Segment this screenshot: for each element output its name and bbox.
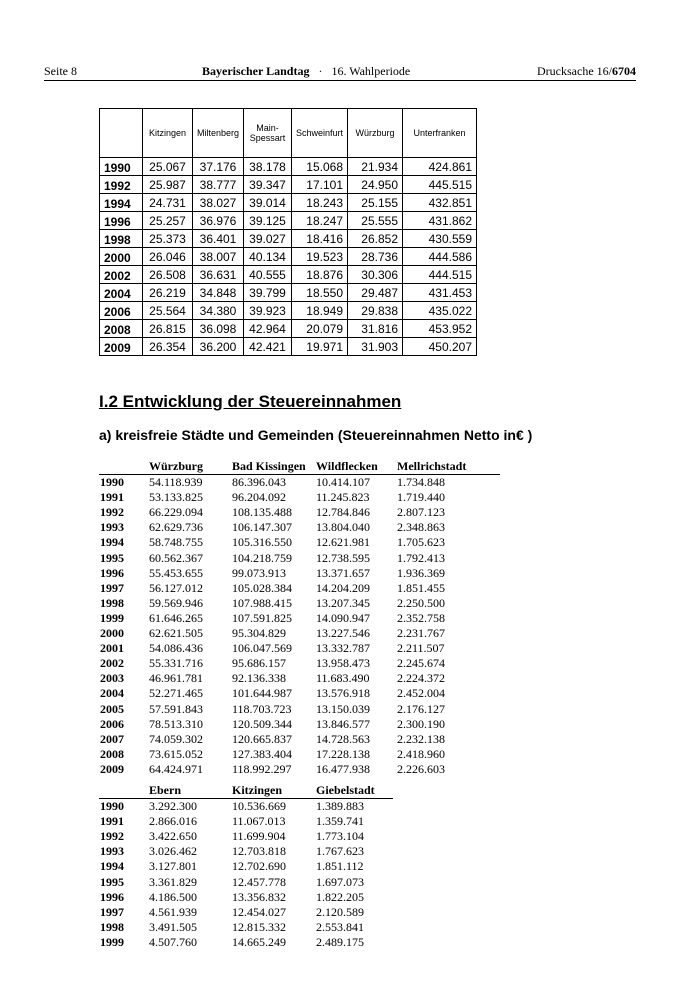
value-cell: 2.120.589 (316, 904, 364, 919)
value-cell: 107.988.415 (232, 595, 292, 610)
value-cell: 26.508 (143, 266, 193, 284)
header-title (202, 64, 410, 79)
page-number: Seite 8 (44, 64, 77, 78)
value-cell: 12.457.778 (232, 874, 286, 889)
year-cell: 2009 (100, 338, 143, 356)
value-cell: 25.257 (143, 212, 193, 230)
value-cell: 73.615.052 (149, 746, 203, 761)
year-cell: 2009 (100, 761, 124, 776)
value-cell: 2.300.190 (397, 716, 445, 731)
value-cell: 2.250.500 (397, 595, 445, 610)
value-cell: 78.513.310 (149, 716, 203, 731)
value-cell: 431.862 (403, 212, 477, 230)
population-table (99, 108, 477, 356)
value-cell: 37.176 (193, 158, 244, 176)
value-cell: 107.591.825 (232, 610, 292, 625)
year-cell: 1998 (100, 919, 124, 934)
value-cell: 38.027 (193, 194, 244, 212)
value-cell: 108.135.488 (232, 505, 292, 520)
column-header: Schweinfurt (292, 109, 348, 158)
value-cell: 29.838 (348, 302, 403, 320)
table-row (99, 581, 500, 596)
year-cell: 2000 (100, 626, 124, 641)
year-cell: 1998 (100, 230, 143, 248)
table-row (99, 890, 393, 905)
value-cell: 106.047.569 (232, 641, 292, 656)
value-cell: 62.629.736 (149, 520, 203, 535)
value-cell: 55.453.655 (149, 565, 203, 580)
value-cell: 39.014 (244, 194, 292, 212)
column-header (100, 109, 143, 158)
value-cell: 12.815.332 (232, 919, 286, 934)
year-cell: 2007 (100, 731, 124, 746)
value-cell: 4.186.500 (149, 889, 197, 904)
table-row (99, 475, 500, 490)
table-row (100, 212, 477, 230)
value-cell: 1.773.104 (316, 829, 364, 844)
value-cell: 38.777 (193, 176, 244, 194)
value-cell: 2.418.960 (397, 746, 445, 761)
column-header: Unterfranken (403, 109, 477, 158)
year-cell: 1996 (100, 212, 143, 230)
year-cell: 2005 (100, 701, 124, 716)
value-cell: 1.389.883 (316, 799, 364, 814)
value-cell: 42.421 (244, 338, 292, 356)
value-cell: 61.646.265 (149, 610, 203, 625)
value-cell: 31.816 (348, 320, 403, 338)
value-cell: 2.352.758 (397, 610, 445, 625)
value-cell: 38.007 (193, 248, 244, 266)
value-cell: 12.621.981 (316, 535, 370, 550)
year-cell: 1995 (100, 874, 124, 889)
value-cell: 18.876 (292, 266, 348, 284)
value-cell: 24.731 (143, 194, 193, 212)
document-number (537, 64, 636, 79)
value-cell: 3.292.300 (149, 799, 197, 814)
table-row (100, 158, 477, 176)
value-cell: 64.424.971 (149, 761, 203, 776)
value-cell: 444.586 (403, 248, 477, 266)
table-row (99, 611, 500, 626)
value-cell: 19.971 (292, 338, 348, 356)
value-cell: 14.728.563 (316, 731, 370, 746)
value-cell: 54.086.436 (149, 641, 203, 656)
year-cell: 1993 (100, 844, 124, 859)
table-row (99, 566, 500, 581)
value-cell: 118.992.297 (232, 761, 292, 776)
value-cell: 3.361.829 (149, 874, 197, 889)
year-cell: 2008 (100, 746, 124, 761)
value-cell: 34.380 (193, 302, 244, 320)
value-cell: 2.807.123 (397, 505, 445, 520)
table-row (99, 490, 500, 505)
year-cell: 2004 (100, 686, 124, 701)
value-cell: 13.958.473 (316, 656, 370, 671)
year-cell: 1995 (100, 550, 124, 565)
value-cell: 18.247 (292, 212, 348, 230)
value-cell: 3.026.462 (149, 844, 197, 859)
year-cell: 2004 (100, 284, 143, 302)
value-cell: 13.804.040 (316, 520, 370, 535)
column-header: Würzburg (149, 459, 203, 473)
value-cell: 2.232.138 (397, 731, 445, 746)
value-cell: 12.738.595 (316, 550, 370, 565)
table-row (99, 505, 500, 520)
value-cell: 36.200 (193, 338, 244, 356)
year-cell: 2002 (100, 266, 143, 284)
value-cell: 25.067 (143, 158, 193, 176)
value-cell: 36.631 (193, 266, 244, 284)
value-cell: 15.068 (292, 158, 348, 176)
year-cell: 1999 (100, 610, 124, 625)
value-cell: 74.059.302 (149, 731, 203, 746)
value-cell: 57.591.843 (149, 701, 203, 716)
value-cell: 14.204.209 (316, 580, 370, 595)
value-cell: 445.515 (403, 176, 477, 194)
year-cell: 2008 (100, 320, 143, 338)
value-cell: 11.067.013 (232, 814, 286, 829)
value-cell: 106.147.307 (232, 520, 292, 535)
column-header: Giebelstadt (316, 783, 375, 797)
value-cell: 118.703.723 (232, 701, 292, 716)
value-cell: 60.562.367 (149, 550, 203, 565)
value-cell: 92.136.338 (232, 671, 286, 686)
table-row (100, 284, 477, 302)
value-cell: 2.489.175 (316, 934, 364, 949)
year-cell: 1992 (100, 505, 124, 520)
page-header (44, 64, 636, 81)
value-cell: 13.207.345 (316, 595, 370, 610)
value-cell: 42.964 (244, 320, 292, 338)
value-cell: 1.936.369 (397, 565, 445, 580)
column-header: Kitzingen (232, 783, 282, 797)
value-cell: 14.665.249 (232, 934, 286, 949)
year-cell: 1994 (100, 535, 124, 550)
column-header: Kitzingen (143, 109, 193, 158)
value-cell: 54.118.939 (149, 475, 203, 490)
value-cell: 432.851 (403, 194, 477, 212)
year-cell: 1994 (100, 859, 124, 874)
value-cell: 431.453 (403, 284, 477, 302)
value-cell: 39.799 (244, 284, 292, 302)
table-row (99, 935, 393, 950)
value-cell: 39.923 (244, 302, 292, 320)
value-cell: 450.207 (403, 338, 477, 356)
table-row (100, 248, 477, 266)
table-row (99, 671, 500, 686)
table-row (99, 799, 393, 814)
value-cell: 13.227.546 (316, 626, 370, 641)
column-header: Ebern (149, 783, 182, 797)
section-subtitle: a) kreisfreie Städte und Gemeinden (Steuereinnahmen Netto in€ ) (99, 427, 533, 443)
value-cell: 3.491.505 (149, 919, 197, 934)
value-cell: 4.561.939 (149, 904, 197, 919)
table-row (99, 686, 500, 701)
value-cell: 12.703.818 (232, 844, 286, 859)
value-cell: 25.555 (348, 212, 403, 230)
value-cell: 2.224.372 (397, 671, 445, 686)
value-cell: 13.150.039 (316, 701, 370, 716)
value-cell: 1.767.623 (316, 844, 364, 859)
value-cell: 101.644.987 (232, 686, 292, 701)
year-cell: 2000 (100, 248, 143, 266)
year-cell: 1993 (100, 520, 124, 535)
table-row (99, 814, 393, 829)
value-cell: 17.228.138 (316, 746, 370, 761)
year-cell: 1992 (100, 176, 143, 194)
value-cell: 59.569.946 (149, 595, 203, 610)
table-row (100, 230, 477, 248)
table-row (99, 844, 393, 859)
table-row (99, 596, 500, 611)
year-cell: 2006 (100, 716, 124, 731)
year-cell: 1991 (100, 814, 124, 829)
value-cell: 10.536.669 (232, 799, 286, 814)
value-cell: 1.697.073 (316, 874, 364, 889)
value-cell: 105.028.384 (232, 580, 292, 595)
column-header: Miltenberg (193, 109, 244, 158)
value-cell: 25.564 (143, 302, 193, 320)
header-period: 16. Wahlperiode (331, 64, 411, 78)
value-cell: 39.347 (244, 176, 292, 194)
table-row (99, 626, 500, 641)
header-title-bold: Bayerischer Landtag (202, 64, 310, 78)
year-cell: 2003 (100, 671, 124, 686)
value-cell: 17.101 (292, 176, 348, 194)
value-cell: 12.784.846 (316, 505, 370, 520)
table-row (99, 732, 500, 747)
value-cell: 18.243 (292, 194, 348, 212)
value-cell: 2.452.004 (397, 686, 445, 701)
table-row (100, 176, 477, 194)
value-cell: 21.934 (348, 158, 403, 176)
value-cell: 40.134 (244, 248, 292, 266)
value-cell: 435.022 (403, 302, 477, 320)
value-cell: 25.155 (348, 194, 403, 212)
value-cell: 86.396.043 (232, 475, 286, 490)
value-cell: 26.219 (143, 284, 193, 302)
value-cell: 58.748.755 (149, 535, 203, 550)
value-cell: 40.555 (244, 266, 292, 284)
value-cell: 1.734.848 (397, 475, 445, 490)
value-cell: 11.683.490 (316, 671, 370, 686)
value-cell: 4.507.760 (149, 934, 197, 949)
value-cell: 127.383.404 (232, 746, 292, 761)
value-cell: 26.815 (143, 320, 193, 338)
table-row (99, 747, 500, 762)
year-cell: 2001 (100, 641, 124, 656)
table-row (100, 320, 477, 338)
value-cell: 31.903 (348, 338, 403, 356)
column-header: Würzburg (348, 109, 403, 158)
section-title: I.2 Entwicklung der Steuereinnahmen (99, 392, 402, 411)
year-cell: 1990 (100, 475, 124, 490)
value-cell: 2.226.603 (397, 761, 445, 776)
value-cell: 18.416 (292, 230, 348, 248)
value-cell: 36.401 (193, 230, 244, 248)
value-cell: 120.509.344 (232, 716, 292, 731)
value-cell: 10.414.107 (316, 475, 370, 490)
year-cell: 1992 (100, 829, 124, 844)
table-row (99, 920, 393, 935)
value-cell: 1.359.741 (316, 814, 364, 829)
value-cell: 13.332.787 (316, 641, 370, 656)
value-cell: 16.477.938 (316, 761, 370, 776)
year-cell: 1990 (100, 158, 143, 176)
table-row (99, 520, 500, 535)
table-row (99, 829, 393, 844)
table-row (100, 338, 477, 356)
year-cell: 2002 (100, 656, 124, 671)
value-cell: 424.861 (403, 158, 477, 176)
value-cell: 120.665.837 (232, 731, 292, 746)
year-cell: 2006 (100, 302, 143, 320)
year-cell: 1997 (100, 580, 124, 595)
table-row (100, 194, 477, 212)
value-cell: 36.098 (193, 320, 244, 338)
value-cell: 46.961.781 (149, 671, 203, 686)
value-cell: 18.949 (292, 302, 348, 320)
value-cell: 18.550 (292, 284, 348, 302)
value-cell: 12.454.027 (232, 904, 286, 919)
value-cell: 104.218.759 (232, 550, 292, 565)
table-row (99, 717, 500, 732)
value-cell: 26.852 (348, 230, 403, 248)
value-cell: 34.848 (193, 284, 244, 302)
table-header-row (99, 783, 393, 799)
table-row (100, 266, 477, 284)
value-cell: 2.553.841 (316, 919, 364, 934)
table-row (99, 702, 500, 717)
value-cell: 25.373 (143, 230, 193, 248)
value-cell: 13.576.918 (316, 686, 370, 701)
value-cell: 2.245.674 (397, 656, 445, 671)
column-header: Wildflecken (316, 459, 378, 473)
value-cell: 11.245.823 (316, 490, 370, 505)
table-row (99, 905, 393, 920)
column-header: Bad Kissingen (232, 459, 306, 473)
value-cell: 2.231.767 (397, 626, 445, 641)
year-cell: 1999 (100, 934, 124, 949)
value-cell: 36.976 (193, 212, 244, 230)
table-row (99, 641, 500, 656)
value-cell: 26.354 (143, 338, 193, 356)
value-cell: 55.331.716 (149, 656, 203, 671)
table-row (99, 656, 500, 671)
document-number-bold: 6704 (612, 64, 636, 78)
year-cell: 1998 (100, 595, 124, 610)
value-cell: 453.952 (403, 320, 477, 338)
table-row (100, 302, 477, 320)
table-row (99, 859, 393, 874)
value-cell: 20.079 (292, 320, 348, 338)
year-cell: 1997 (100, 904, 124, 919)
value-cell: 3.422.650 (149, 829, 197, 844)
value-cell: 1.719.440 (397, 490, 445, 505)
value-cell: 444.515 (403, 266, 477, 284)
value-cell: 95.686.157 (232, 656, 286, 671)
value-cell: 24.950 (348, 176, 403, 194)
value-cell: 28.736 (348, 248, 403, 266)
header-separator: · (318, 64, 323, 78)
value-cell: 2.348.863 (397, 520, 445, 535)
value-cell: 52.271.465 (149, 686, 203, 701)
value-cell: 25.987 (143, 176, 193, 194)
tax-revenue-table-1 (99, 459, 500, 777)
year-cell: 1990 (100, 799, 124, 814)
document-number-prefix: Drucksache 16/ (537, 64, 612, 78)
value-cell: 1.792.413 (397, 550, 445, 565)
value-cell: 30.306 (348, 266, 403, 284)
value-cell: 38.178 (244, 158, 292, 176)
table-row (99, 875, 393, 890)
value-cell: 2.211.507 (397, 641, 445, 656)
tax-revenue-table-2 (99, 783, 393, 950)
table-row (99, 762, 500, 777)
table-header-row (99, 459, 500, 475)
value-cell: 13.846.577 (316, 716, 370, 731)
value-cell: 1.705.623 (397, 535, 445, 550)
value-cell: 14.090.947 (316, 610, 370, 625)
table-header-row (100, 109, 477, 158)
year-cell: 1996 (100, 889, 124, 904)
year-cell: 1991 (100, 490, 124, 505)
value-cell: 1.851.455 (397, 580, 445, 595)
value-cell: 12.702.690 (232, 859, 286, 874)
value-cell: 53.133.825 (149, 490, 203, 505)
value-cell: 19.523 (292, 248, 348, 266)
table-row (99, 535, 500, 550)
value-cell: 26.046 (143, 248, 193, 266)
value-cell: 62.621.505 (149, 626, 203, 641)
value-cell: 2.176.127 (397, 701, 445, 716)
value-cell: 11.699.904 (232, 829, 286, 844)
value-cell: 56.127.012 (149, 580, 203, 595)
value-cell: 39.027 (244, 230, 292, 248)
value-cell: 95.304.829 (232, 626, 286, 641)
year-cell: 1994 (100, 194, 143, 212)
value-cell: 13.371.657 (316, 565, 370, 580)
value-cell: 1.851.112 (316, 859, 364, 874)
column-header: Mellrichstadt (397, 459, 467, 473)
value-cell: 105.316.550 (232, 535, 292, 550)
value-cell: 1.822.205 (316, 889, 364, 904)
value-cell: 66.229.094 (149, 505, 203, 520)
value-cell: 96.204.092 (232, 490, 286, 505)
column-header: Main- Spessart (244, 109, 292, 158)
value-cell: 39.125 (244, 212, 292, 230)
value-cell: 99.073.913 (232, 565, 286, 580)
value-cell: 2.866.016 (149, 814, 197, 829)
year-cell: 1996 (100, 565, 124, 580)
value-cell: 3.127.801 (149, 859, 197, 874)
value-cell: 430.559 (403, 230, 477, 248)
value-cell: 29.487 (348, 284, 403, 302)
value-cell: 13.356.832 (232, 889, 286, 904)
table-row (99, 551, 500, 566)
